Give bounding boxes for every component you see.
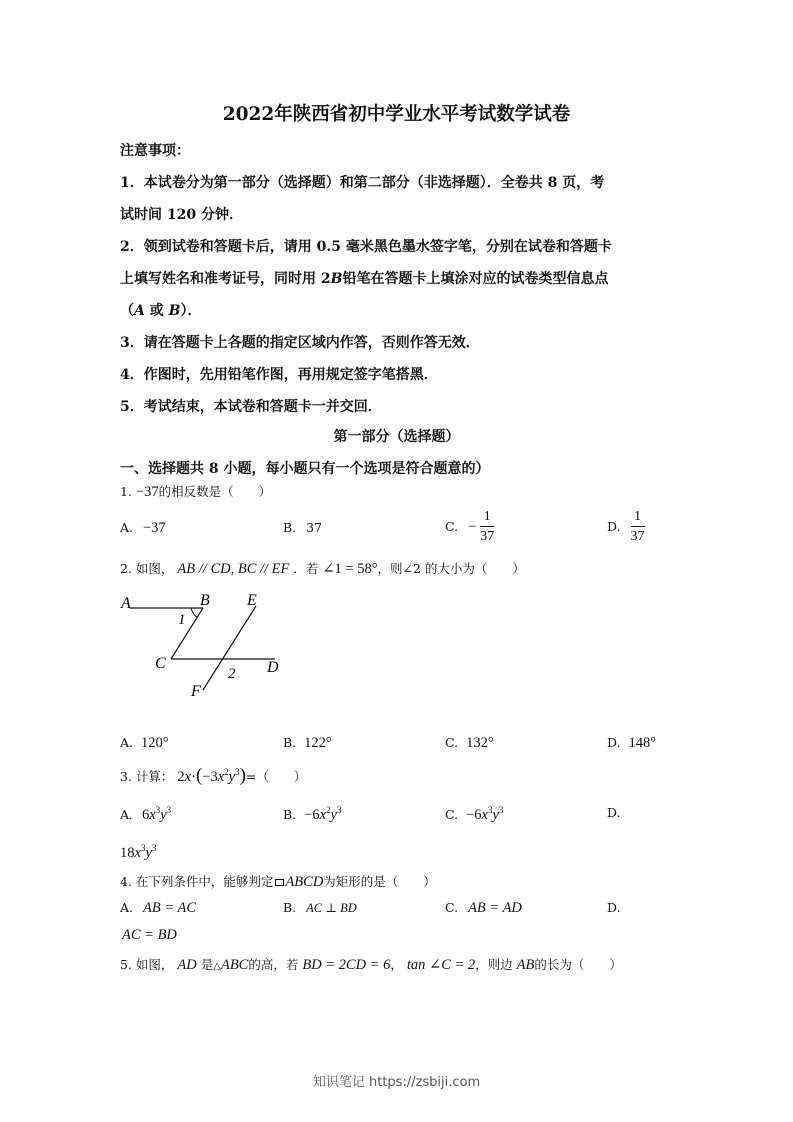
q4-option-a: A. AB = AC <box>120 900 197 916</box>
q4-option-c: C. AB = AD <box>445 900 522 916</box>
section-heading: 一、选择题共 8 小题，每小题只有一个选项是符合题意的） <box>120 461 490 477</box>
q4-option-b: B. AC ⊥ BD <box>283 900 357 915</box>
q2-option-d: D. 148° <box>607 735 657 751</box>
line-bc <box>171 608 203 659</box>
q5-stem: 5. 如图， AD 是△ABC的高，若 BD = 2CD = 6， tan ∠C = 2，则边 AB的长为（ ） <box>120 957 622 973</box>
q1-stem: 1. −37的相反数是（ ） <box>120 484 272 500</box>
q3-option-b: B. $-6x^2y^3$ <box>283 805 342 823</box>
fraction: $\frac{1}{37}$ <box>480 509 495 544</box>
q2-figure <box>115 588 295 703</box>
q4-option-d: D. <box>607 900 621 915</box>
q3-option-d: D. <box>607 805 621 820</box>
notice-line-1: 1．本试卷分为第一部分（选择题）和第二部分（非选择题）．全卷共 8 页，考 <box>120 175 605 191</box>
label-f: F <box>191 683 201 700</box>
q2-option-c: C. 132° <box>445 735 494 751</box>
label-1: 1 <box>178 612 186 628</box>
q2-option-b: B. 122° <box>283 735 332 751</box>
q4-stem: 4. 在下列条件中，能够判定 ABCD为矩形的是（ ） <box>120 874 436 890</box>
page-title: 2022年陕西省初中学业水平考试数学试卷 <box>222 104 571 125</box>
notice-line-6: 3．请在答题卡上各题的指定区域内作答，否则作答无效． <box>120 335 480 351</box>
notice-line-2: 试时间 120 分钟． <box>120 207 243 223</box>
notice-line-5: （A 或 B）． <box>120 303 202 319</box>
q3-stem: 3. 计算： $2x\cdot(-3x^2y^3)=$（ ） <box>120 765 307 786</box>
q1-option-b: B. 37 <box>283 520 323 535</box>
q3-option-d-value: $18x^3y^3$ <box>120 843 157 861</box>
q2-stem: 2. 如图， AB // CD, BC // EF ．若 ∠1 = 58°，则∠2 的大小为（ ） <box>120 561 525 577</box>
q2-option-a: A. 120° <box>120 735 169 751</box>
q1-option-d: D. $\frac{1}{37}$ <box>607 508 645 547</box>
label-a: A <box>121 595 131 612</box>
parallelogram-icon <box>275 879 284 886</box>
triangle-icon: △ <box>213 961 221 972</box>
q1-option-c: C. − $\frac{1}{37}$ <box>445 508 494 547</box>
q3-option-c: C. $-6x^3y^3$ <box>445 805 504 823</box>
label-e: E <box>247 592 257 609</box>
label-b: B <box>200 592 210 609</box>
notice-line-3: 2．领到试卷和答题卡后，请用 0.5 毫米黑色墨水签字笔，分别在试卷和答题卡 <box>120 239 612 255</box>
label-c: C <box>155 655 166 672</box>
notice-line-7: 4．作图时，先用铅笔作图，再用规定签字笔搭黑． <box>120 367 438 383</box>
fraction: $\frac{1}{37}$ <box>630 509 645 544</box>
q1-option-a: A. −37 <box>120 520 166 536</box>
part1-heading: 第一部分（选择题） <box>333 429 460 445</box>
q4-option-d-value: AC = BD <box>122 927 177 943</box>
q3-option-a: A． $6x^3y^3$ <box>120 805 172 823</box>
footer-watermark: 知识笔记 https://zsbiji.com <box>312 1075 481 1090</box>
angle-1-arc <box>191 608 197 617</box>
notice-line-8: 5．考试结束，本试卷和答题卡一并交回． <box>120 399 382 415</box>
notice-line-4: 上填写姓名和准考证号，同时用 2B铅笔在答题卡上填涂对应的试卷类型信息点 <box>120 271 609 287</box>
label-d: D <box>267 659 279 676</box>
notice-heading: 注意事项： <box>120 143 190 159</box>
label-2: 2 <box>228 666 236 682</box>
